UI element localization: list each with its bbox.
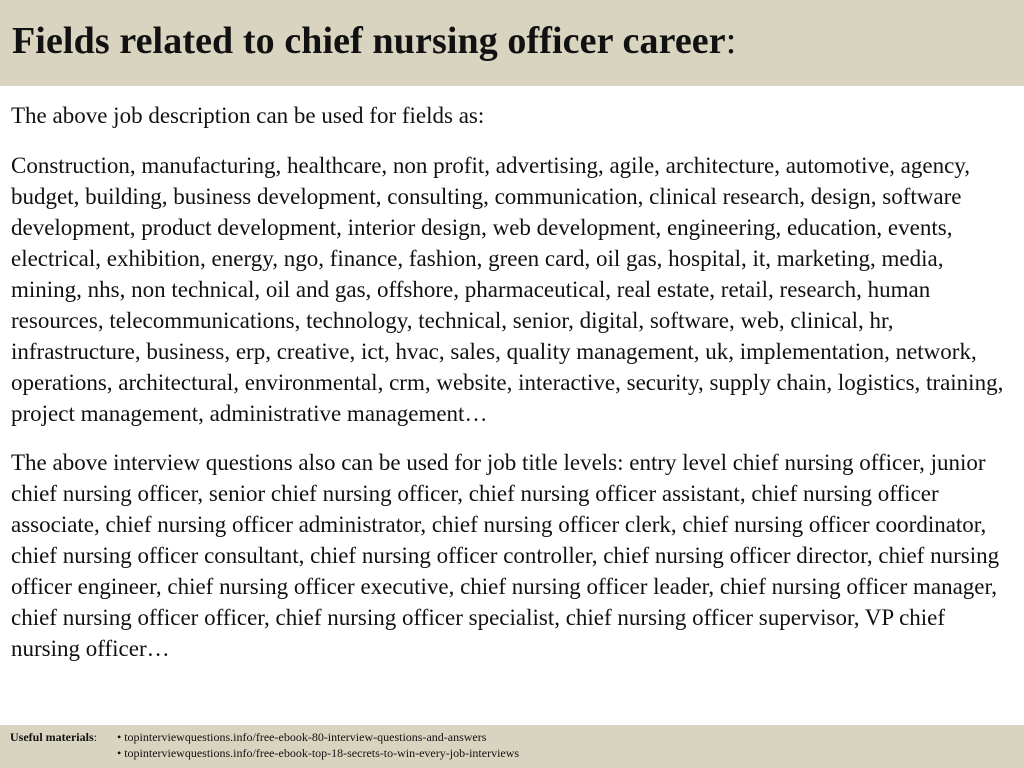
page-title-text: Fields related to chief nursing officer career [12, 20, 726, 62]
footer-link-ebook-80-questions[interactable]: • topinterviewquestions.info/free-ebook-80-interview-questions-and-answers [117, 730, 487, 744]
job-levels-paragraph: The above interview questions also can be used for job title levels: entry level chief nursing officer, junior chief nursing officer, senior chief nursing officer, chief nursing officer assistant, chief nursing officer associate, chief nursing officer administrator, chief nursing officer clerk, chief nursing officer coordinator, chief nursing officer consultant, chief nursing officer controller, chief nursing officer director, chief nursing officer engineer, chief nursing officer executive, chief nursing officer leader, chief nursing officer manager, chief nursing officer officer, chief nursing officer specialist, chief nursing officer supervisor, VP chief nursing officer… [11, 450, 1000, 661]
footer-row-2 [10, 745, 1014, 761]
footer-label: Useful materials [10, 730, 94, 744]
slide-content [11, 100, 1015, 664]
footer-row-1 [10, 729, 1014, 745]
footer-link-ebook-18-secrets[interactable]: • topinterviewquestions.info/free-ebook-top-18-secrets-to-win-every-job-interviews [117, 746, 520, 760]
fields-paragraph: Construction, manufacturing, healthcare, non profit, advertising, agile, architecture, automotive, agency, budget, building, business development, consulting, communication, clinical research, design, software development, product development, interior design, web development, engineering, education, events, electrical, exhibition, energy, ngo, finance, fashion, green card, oil gas, hospital, it, marketing, media, mining, nhs, non technical, oil and gas, offshore, pharmaceutical, real estate, retail, research, human resources, telecommunications, technology, technical, senior, digital, software, web, clinical, hr, infrastructure, business, erp, creative, ict, hvac, sales, quality management, uk, implementation, network, operations, architectural, environmental, crm, website, interactive, security, supply chain, logistics, training, project management, administrative management… [11, 153, 1004, 426]
useful-materials-footer [0, 725, 1024, 768]
footer-label-suffix: : [93, 730, 97, 744]
intro-text: The above job description can be used for fields as: [11, 103, 485, 128]
page-title [12, 15, 1012, 67]
footer-indent [10, 745, 117, 761]
title-banner [0, 0, 1024, 86]
page-title-colon: : [725, 20, 737, 62]
footer-label-container [10, 729, 117, 745]
